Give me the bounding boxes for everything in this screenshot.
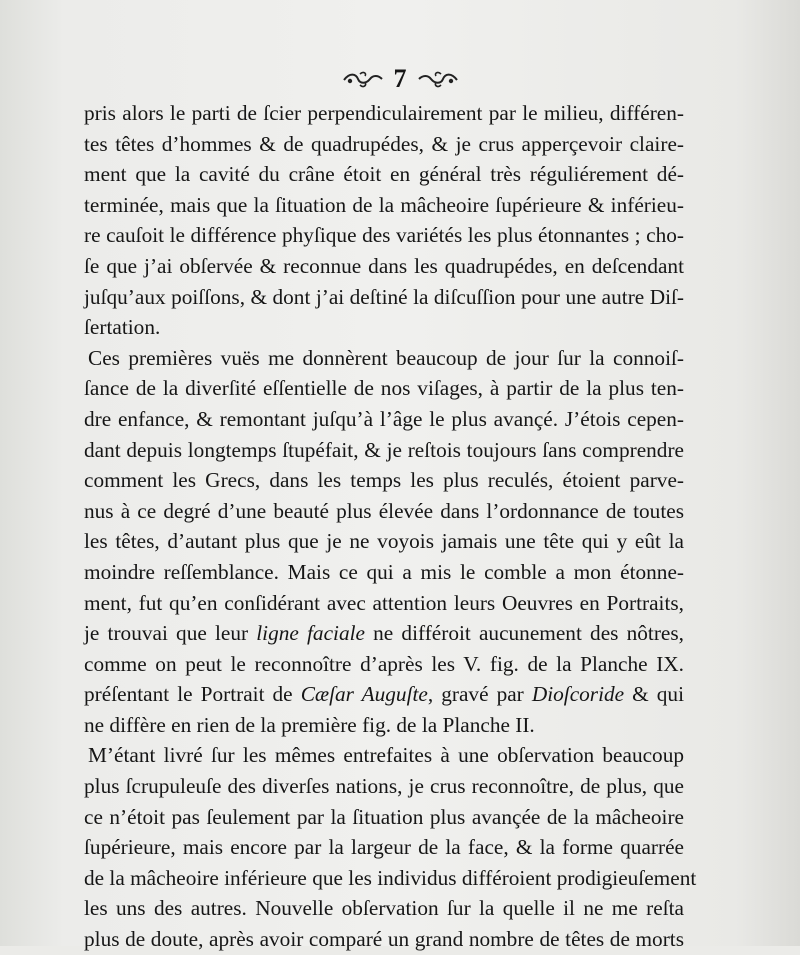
text-line: plus de doute, après avoir comparé un grand nombre de têtes de morts — [84, 927, 684, 952]
right-fleuron-icon — [417, 70, 459, 88]
text-line — [84, 618, 684, 649]
text-line: moindre reſſemblance. Mais ce qui a mis le comble a mon étonne- — [84, 559, 684, 584]
text-line: ce n’étoit pas ſeulement par la ſituation plus avançée de la mâcheoire — [84, 804, 684, 829]
text-line: ſance de la diverſité eſſentielle de nos viſages, à partir de la plus ten- — [84, 376, 684, 401]
text-line: comme on peut le reconnoître d’après les V. fig. de la Planche IX. — [84, 651, 684, 676]
text-line: ne diffère en rien de la première fig. de la Planche II. — [84, 712, 535, 737]
text-line: dant depuis longtemps ſtupéfait, & je reſtois toujours ſans comprendre — [84, 437, 684, 462]
text-run: , gravé par — [427, 682, 532, 707]
page-number: 7 — [393, 64, 407, 93]
text-run: préſentant le Portrait de — [84, 682, 301, 707]
text-line: ſupérieure, mais encore par la largeur de la face, & la forme quarrée — [84, 835, 684, 860]
text-line: pris alors le parti de ſcier perpendiculairement par le milieu, différen- — [84, 101, 684, 125]
text-line: M’étant livré ſur les mêmes entrefaites à une obſervation beaucoup — [88, 743, 684, 768]
text-run: ne différoit aucunement des nôtres, — [364, 621, 684, 646]
italic-name: Cæſar Auguſte — [300, 682, 428, 707]
text-line: de la mâcheoire inférieure que les individus différoient prodigieuſement — [84, 865, 697, 890]
left-fleuron-icon — [342, 70, 384, 88]
text-line — [84, 679, 684, 710]
text-line: les têtes, d’autant plus que je ne voyois jamais une tête qui y eût la — [84, 529, 684, 554]
text-line: les uns des autres. Nouvelle obſervation ſur la quelle il ne me reſta — [84, 896, 684, 921]
text-line: ſertation. — [84, 315, 161, 340]
text-line: tes têtes d’hommes & de quadrupédes, & je crus apperçevoir claire- — [84, 131, 684, 156]
text-line: ment que la cavité du crâne étoit en général très réguliérement dé- — [84, 162, 684, 187]
text-line: juſqu’aux poiſſons, & dont j’ai deſtiné la diſcuſſion pour une autre Diſ- — [84, 284, 684, 309]
text-line: terminée, mais que la ſituation de la mâcheoire ſupérieure & inférieu- — [84, 192, 684, 217]
page-header — [0, 62, 800, 96]
text-line: ment, fut qu’en conſidérant avec attention leurs Oeuvres en Portraits, — [84, 590, 684, 615]
text-line: nus à ce degré d’une beauté plus élevée dans l’ordonnance de toutes — [84, 498, 684, 523]
text-line: plus ſcrupuleuſe des diverſes nations, je crus reconnoître, de plus, que — [84, 774, 684, 799]
text-line: re cauſoit le différence phyſique des variétés les plus étonnantes ; cho- — [84, 223, 684, 248]
text-run: & qui — [624, 682, 684, 707]
text-line: Ces premières vuës me donnèrent beaucoup de jour ſur la connoiſ- — [88, 345, 684, 370]
italic-term: ligne faciale — [256, 621, 365, 646]
text-line: comment les Grecs, dans les temps les plus reculés, étoient parve- — [84, 468, 684, 493]
body-text — [84, 98, 697, 955]
italic-name: Dioſcoride — [531, 682, 625, 707]
text-line: ſe que j’ai obſervée & reconnue dans les quadrupédes, en deſcendant — [84, 253, 684, 278]
text-line: dre enfance, & remontant juſqu’à l’âge le plus avançé. J’étois cepen- — [84, 406, 684, 431]
text-run: je trouvai que leur — [84, 621, 257, 646]
